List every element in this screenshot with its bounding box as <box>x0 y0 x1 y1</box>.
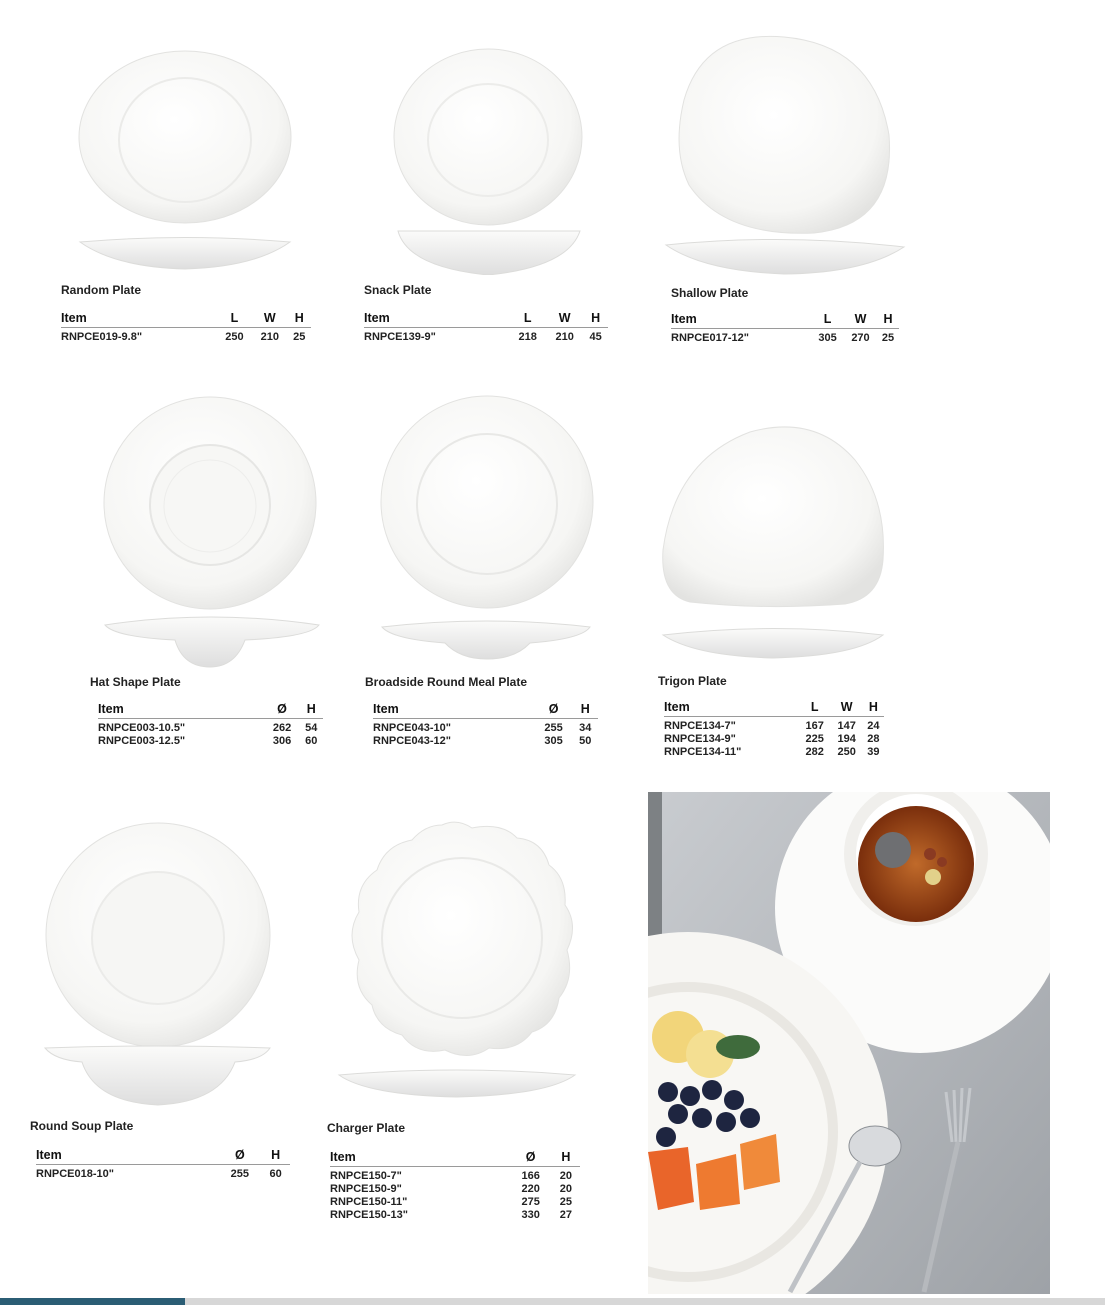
table-row <box>664 717 884 734</box>
dim-h: 50 <box>579 735 592 747</box>
col-w: W <box>546 311 583 328</box>
col-diameter: Ø <box>535 702 573 719</box>
round-soup-plate-image <box>30 820 300 1110</box>
bottom-bar <box>0 1298 1105 1305</box>
product-title: Trigon Plate <box>658 674 727 688</box>
spec-table <box>364 311 608 344</box>
product-title: Random Plate <box>61 283 142 297</box>
table-row <box>36 1165 290 1182</box>
product-title: Snack Plate <box>364 283 432 297</box>
table-row <box>98 735 323 748</box>
col-item: Item <box>671 312 811 329</box>
item-code: RNPCE019-9.8" <box>61 331 143 343</box>
hat-shape-plate-image <box>95 395 345 675</box>
dim-h: 25 <box>881 332 895 344</box>
dim-h: 20 <box>559 1183 573 1195</box>
table-row <box>61 328 311 345</box>
spec-table <box>671 312 899 345</box>
dim-h: 20 <box>559 1170 573 1182</box>
col-item: Item <box>330 1150 510 1167</box>
product-hat-shape-plate <box>90 395 345 765</box>
product-broadside-round-meal-plate <box>365 395 630 765</box>
spec-table <box>98 702 323 748</box>
dim-h: 39 <box>867 746 880 758</box>
col-w: W <box>252 311 287 328</box>
col-item: Item <box>61 311 217 328</box>
col-l: L <box>799 700 831 717</box>
col-h: H <box>877 312 899 329</box>
table-row <box>664 746 884 759</box>
dim-l: 282 <box>805 746 824 758</box>
product-random-plate <box>55 45 325 355</box>
table-row <box>364 328 608 345</box>
table-row <box>664 733 884 746</box>
broadside-plate-image <box>370 395 630 665</box>
item-code: RNPCE150-13" <box>330 1209 408 1221</box>
spec-table <box>36 1148 290 1181</box>
table-row <box>330 1209 580 1222</box>
table-row <box>373 719 598 736</box>
col-w: W <box>844 312 877 329</box>
item-code: RNPCE134-7" <box>664 720 736 732</box>
col-l: L <box>509 311 546 328</box>
col-h: H <box>583 311 608 328</box>
dim-w: 194 <box>837 733 856 745</box>
dim-diameter: 305 <box>544 735 563 747</box>
item-code: RNPCE139-9" <box>364 331 436 343</box>
dim-diameter: 255 <box>544 722 563 734</box>
snack-plate-image <box>358 45 628 275</box>
dim-h: 25 <box>559 1196 573 1208</box>
dim-l: 225 <box>805 733 824 745</box>
product-shallow-plate <box>664 25 924 355</box>
dim-h: 27 <box>559 1209 573 1221</box>
dim-diameter: 220 <box>521 1183 540 1195</box>
item-code: RNPCE003-12.5" <box>98 735 186 747</box>
col-l: L <box>811 312 844 329</box>
table-row <box>330 1196 580 1209</box>
product-title: Shallow Plate <box>671 286 749 300</box>
product-title: Broadside Round Meal Plate <box>365 675 528 689</box>
bottom-accent-bar <box>0 1298 185 1305</box>
table-row <box>373 735 598 748</box>
table-row <box>330 1183 580 1196</box>
item-code: RNPCE003-10.5" <box>98 722 186 734</box>
product-trigon-plate <box>655 420 915 770</box>
table-row <box>330 1167 580 1184</box>
dim-diameter: 255 <box>230 1168 250 1180</box>
dim-l: 167 <box>805 720 824 732</box>
dim-h: 34 <box>579 722 592 734</box>
lifestyle-photo <box>648 792 1050 1294</box>
item-code: RNPCE017-12" <box>671 332 749 344</box>
item-code: RNPCE043-12" <box>373 735 451 747</box>
trigon-plate-image <box>655 420 915 665</box>
dim-diameter: 262 <box>272 722 292 734</box>
col-diameter: Ø <box>510 1150 552 1167</box>
item-code: RNPCE150-7" <box>330 1170 402 1182</box>
spec-table <box>330 1150 580 1222</box>
item-code: RNPCE043-10" <box>373 722 451 734</box>
col-h: H <box>261 1148 290 1165</box>
col-h: H <box>552 1150 580 1167</box>
dim-w: 270 <box>851 332 870 344</box>
item-code: RNPCE134-9" <box>664 733 736 745</box>
dim-diameter: 166 <box>521 1170 540 1182</box>
col-diameter: Ø <box>218 1148 261 1165</box>
dim-w: 250 <box>837 746 856 758</box>
dim-diameter: 275 <box>521 1196 540 1208</box>
col-h: H <box>863 700 884 717</box>
item-code: RNPCE134-11" <box>664 746 742 758</box>
spec-table <box>664 700 884 759</box>
item-code: RNPCE018-10" <box>36 1168 114 1180</box>
dim-h: 54 <box>305 722 318 734</box>
col-l: L <box>217 311 252 328</box>
dim-w: 210 <box>260 331 279 343</box>
item-code: RNPCE150-11" <box>330 1196 408 1208</box>
dim-h: 60 <box>305 735 318 747</box>
dim-l: 250 <box>225 331 244 343</box>
table-row <box>671 329 899 346</box>
shallow-plate-image <box>664 25 924 280</box>
dim-diameter: 306 <box>272 735 292 747</box>
product-title: Charger Plate <box>327 1121 406 1135</box>
col-item: Item <box>373 702 535 719</box>
col-h: H <box>287 311 311 328</box>
dim-h: 45 <box>589 331 602 343</box>
spec-table <box>373 702 598 748</box>
food-table-image <box>648 792 1050 1294</box>
col-item: Item <box>98 702 265 719</box>
product-title: Hat Shape Plate <box>90 675 181 689</box>
col-h: H <box>300 702 323 719</box>
dim-h: 60 <box>269 1168 282 1180</box>
dim-l: 305 <box>818 332 837 344</box>
item-code: RNPCE150-9" <box>330 1183 402 1195</box>
product-title: Round Soup Plate <box>30 1119 134 1133</box>
dim-w: 210 <box>555 331 574 343</box>
dim-h: 24 <box>867 720 880 732</box>
product-snack-plate <box>358 45 628 355</box>
col-item: Item <box>36 1148 218 1165</box>
product-round-soup-plate <box>30 820 300 1200</box>
dim-l: 218 <box>518 331 537 343</box>
col-diameter: Ø <box>265 702 300 719</box>
charger-plate-image <box>327 820 607 1100</box>
dim-w: 147 <box>837 720 856 732</box>
dim-diameter: 330 <box>521 1209 540 1221</box>
spec-table <box>61 311 311 344</box>
dim-h: 25 <box>293 331 306 343</box>
col-item: Item <box>664 700 799 717</box>
table-row <box>98 719 323 736</box>
col-h: H <box>573 702 598 719</box>
random-plate-image <box>55 45 325 275</box>
col-w: W <box>831 700 863 717</box>
product-charger-plate <box>327 820 607 1240</box>
col-item: Item <box>364 311 509 328</box>
dim-h: 28 <box>867 733 880 745</box>
